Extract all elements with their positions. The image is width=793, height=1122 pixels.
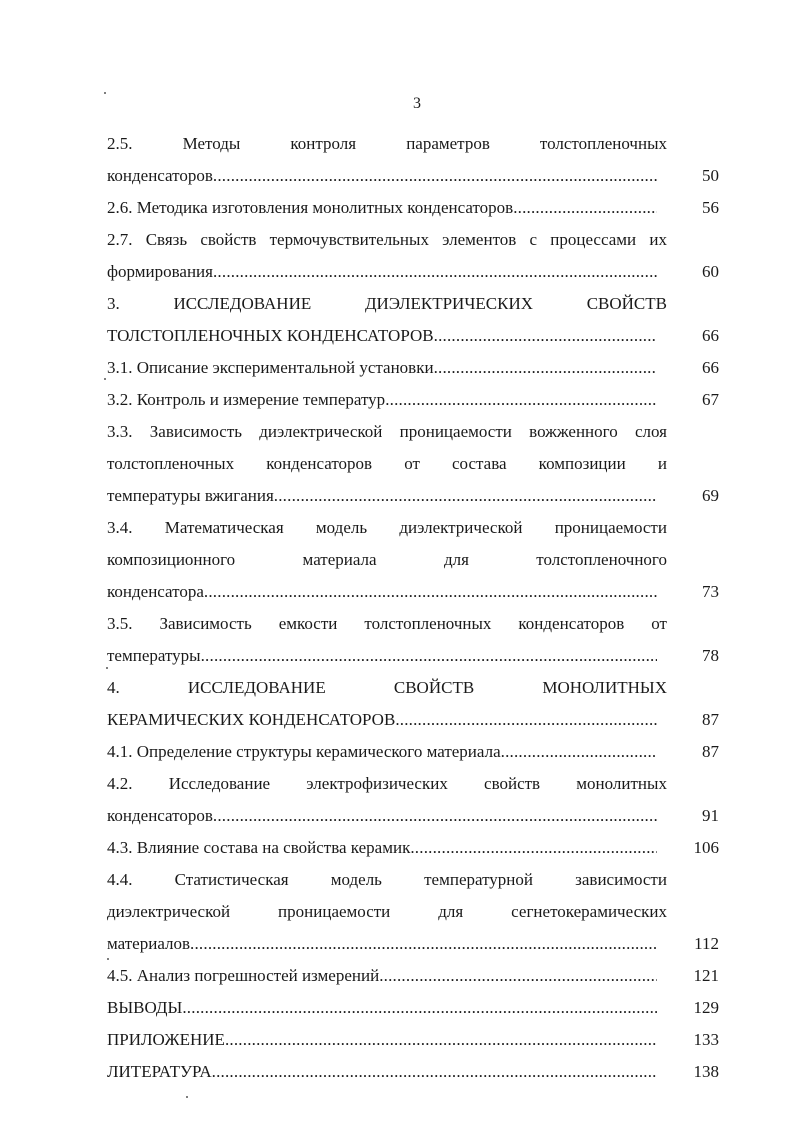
toc-entry-title xyxy=(107,160,657,192)
toc-word: термочувствительных xyxy=(269,230,429,249)
toc-word: 4. xyxy=(107,678,120,697)
toc-entry xyxy=(107,192,719,224)
toc-word: толстопленочных xyxy=(539,134,667,153)
toc-entry xyxy=(107,928,719,960)
toc-entry xyxy=(107,352,719,384)
toc-word: свойств xyxy=(484,774,541,793)
toc-word: с xyxy=(529,230,538,249)
toc-page-number: 91 xyxy=(702,806,719,825)
scan-speck xyxy=(106,667,108,669)
toc-word: 4.2. xyxy=(107,774,133,793)
toc-line-justified xyxy=(107,512,667,544)
toc-page-number: 66 xyxy=(702,358,719,377)
toc-page-number: 133 xyxy=(693,1030,719,1049)
toc-word: 3.4. xyxy=(107,518,133,537)
toc-word: СВОЙСТВ xyxy=(393,678,475,697)
toc-word: 3.5. xyxy=(107,614,133,633)
toc-page-number: 106 xyxy=(693,838,719,857)
toc-line-justified xyxy=(107,288,667,320)
toc-word: МОНОЛИТНЫХ xyxy=(542,678,667,697)
toc-entry-label: ПРИЛОЖЕНИЕ xyxy=(107,1030,225,1049)
toc-word: 4.4. xyxy=(107,870,133,889)
toc-word: 3. xyxy=(107,294,120,313)
toc-line-justified xyxy=(107,768,667,800)
toc-word: толстопленочных xyxy=(107,454,235,473)
toc-entry-label: температуры xyxy=(107,646,201,665)
toc-entry xyxy=(107,320,719,352)
toc-word: свойств xyxy=(200,230,257,249)
toc-word: контроля xyxy=(290,134,357,153)
toc-word: Исследование xyxy=(168,774,271,793)
toc-word: Методы xyxy=(182,134,241,153)
dot-leader xyxy=(190,934,657,953)
toc-word: 2.5. xyxy=(107,134,133,153)
toc-entry-title xyxy=(107,352,657,384)
toc-entry-label: 4.5. Анализ погрешностей измерений xyxy=(107,966,380,985)
toc-page-number: 138 xyxy=(693,1062,719,1081)
toc-page-number: 69 xyxy=(702,486,719,505)
dot-leader xyxy=(379,966,657,985)
toc-entry-label: ВЫВОДЫ xyxy=(107,998,183,1017)
toc-word: диэлектрической xyxy=(399,518,523,537)
toc-word: слоя xyxy=(634,422,667,441)
toc-line-justified xyxy=(107,864,667,896)
toc-entry-label: температуры вжигания xyxy=(107,486,274,505)
toc-word: вожженного xyxy=(529,422,618,441)
toc-word: их xyxy=(649,230,667,249)
toc-word: электрофизических xyxy=(306,774,448,793)
dot-leader xyxy=(501,742,657,761)
dot-leader xyxy=(434,358,657,377)
toc-word: СВОЙСТВ xyxy=(586,294,667,313)
toc-entry-title xyxy=(107,384,657,416)
toc-line-justified xyxy=(107,128,667,160)
toc-word: Статистическая xyxy=(174,870,289,889)
toc-word: композиционного xyxy=(107,550,236,569)
toc-word: зависимости xyxy=(575,870,667,889)
toc-entry xyxy=(107,736,719,768)
toc-word: 2.7. xyxy=(107,230,133,249)
toc-entry xyxy=(107,384,719,416)
toc-word: конденсаторов xyxy=(518,614,625,633)
toc-page-number: 56 xyxy=(702,198,719,217)
toc-word: монолитных xyxy=(576,774,667,793)
toc-entry-title xyxy=(107,1056,657,1088)
toc-page-number: 87 xyxy=(702,710,719,729)
dot-leader xyxy=(182,998,657,1017)
dot-leader xyxy=(434,326,657,345)
toc-word: Математическая xyxy=(164,518,284,537)
toc-entry-title xyxy=(107,736,657,768)
toc-entry xyxy=(107,992,719,1024)
toc-word: процессами xyxy=(550,230,637,249)
toc-word: ИССЛЕДОВАНИЕ xyxy=(173,294,312,313)
toc-word: 3.3. xyxy=(107,422,133,441)
page-number: 3 xyxy=(413,95,421,112)
toc-entry xyxy=(107,256,719,288)
dot-leader xyxy=(385,390,657,409)
toc-word: от xyxy=(404,454,420,473)
dot-leader xyxy=(213,806,657,825)
dot-leader xyxy=(395,710,657,729)
toc-entry-label: КЕРАМИЧЕСКИХ КОНДЕНСАТОРОВ xyxy=(107,710,396,729)
dot-leader xyxy=(410,838,657,857)
toc-page-number: 60 xyxy=(702,262,719,281)
toc-entry xyxy=(107,576,719,608)
toc-entry-title xyxy=(107,992,657,1024)
toc-word: диэлектрической xyxy=(107,902,231,921)
toc-entry-label: материалов xyxy=(107,934,191,953)
toc-word: проницаемости xyxy=(278,902,391,921)
toc-page-number: 121 xyxy=(693,966,719,985)
toc-line-justified xyxy=(107,416,667,448)
toc-entry-title xyxy=(107,640,657,672)
toc-entry xyxy=(107,960,719,992)
toc-entry xyxy=(107,800,719,832)
toc-entry-title xyxy=(107,960,657,992)
toc-word: температурной xyxy=(424,870,533,889)
scan-speck xyxy=(104,378,106,380)
toc-entry xyxy=(107,480,719,512)
toc-entry-label: конденсатора xyxy=(107,582,204,601)
dot-leader xyxy=(204,582,657,601)
toc-entry-label: конденсаторов xyxy=(107,806,213,825)
toc-word: Зависимость xyxy=(159,614,252,633)
toc-word: диэлектрической xyxy=(259,422,383,441)
toc-page-number: 129 xyxy=(693,998,719,1017)
table-of-contents xyxy=(107,128,719,1088)
scan-speck xyxy=(107,958,109,960)
toc-entry-label: ТОЛСТОПЛЕНОЧНЫХ КОНДЕНСАТОРОВ xyxy=(107,326,434,345)
dot-leader xyxy=(274,486,657,505)
toc-line-justified xyxy=(107,608,667,640)
toc-word: емкости xyxy=(278,614,338,633)
toc-entry-title xyxy=(107,800,657,832)
scan-speck xyxy=(186,1096,188,1098)
dot-leader xyxy=(201,646,657,665)
toc-entry-label: 2.6. Методика изготовления монолитных конденсаторов xyxy=(107,198,514,217)
toc-page-number: 87 xyxy=(702,742,719,761)
toc-entry-title xyxy=(107,256,657,288)
toc-entry-title xyxy=(107,832,657,864)
dot-leader xyxy=(513,198,657,217)
toc-entry-title xyxy=(107,320,657,352)
toc-entry xyxy=(107,1056,719,1088)
toc-word: сегнетокерамических xyxy=(511,902,667,921)
toc-line-justified xyxy=(107,224,667,256)
toc-word: состава xyxy=(452,454,507,473)
toc-word: композиции xyxy=(538,454,626,473)
dot-leader xyxy=(212,1062,657,1081)
toc-word: ИССЛЕДОВАНИЕ xyxy=(187,678,326,697)
toc-word: и xyxy=(657,454,667,473)
toc-word: материала xyxy=(302,550,377,569)
toc-word: для xyxy=(438,902,464,921)
toc-entry-title xyxy=(107,480,657,512)
toc-word: проницаемости xyxy=(554,518,667,537)
toc-line-justified xyxy=(107,672,667,704)
dot-leader xyxy=(213,262,657,281)
toc-page-number: 67 xyxy=(702,390,719,409)
toc-entry-title xyxy=(107,576,657,608)
toc-entry-label: 3.1. Описание экспериментальной установки xyxy=(107,358,434,377)
toc-word: толстопленочного xyxy=(536,550,667,569)
toc-line-justified xyxy=(107,544,667,576)
toc-word: для xyxy=(443,550,469,569)
toc-page-number: 50 xyxy=(702,166,719,185)
dot-leader xyxy=(225,1030,657,1049)
toc-word: ДИЭЛЕКТРИЧЕСКИХ xyxy=(364,294,533,313)
toc-entry-label: 4.1. Определение структуры керамического материала xyxy=(107,742,501,761)
toc-page-number: 66 xyxy=(702,326,719,345)
toc-entry xyxy=(107,832,719,864)
toc-line-justified xyxy=(107,448,667,480)
toc-entry-label: формирования xyxy=(107,262,213,281)
toc-word: модель xyxy=(315,518,368,537)
toc-word: проницаемости xyxy=(399,422,512,441)
toc-entry-label: конденсаторов xyxy=(107,166,213,185)
toc-entry xyxy=(107,640,719,672)
toc-entry xyxy=(107,160,719,192)
toc-page-number: 73 xyxy=(702,582,719,601)
toc-entry-title xyxy=(107,192,657,224)
toc-entry-label: 4.3. Влияние состава на свойства керамик xyxy=(107,838,411,857)
toc-page-number: 112 xyxy=(694,934,719,953)
toc-entry-title xyxy=(107,704,657,736)
toc-entry-label: 3.2. Контроль и измерение температур xyxy=(107,390,386,409)
dot-leader xyxy=(213,166,657,185)
toc-word: конденсаторов xyxy=(266,454,373,473)
toc-entry xyxy=(107,704,719,736)
scan-speck xyxy=(104,92,106,94)
toc-word: от xyxy=(651,614,667,633)
toc-word: модель xyxy=(330,870,382,889)
toc-page-number: 78 xyxy=(702,646,719,665)
toc-entry-title xyxy=(107,928,657,960)
toc-word: Зависимость xyxy=(149,422,243,441)
toc-word: толстопленочных xyxy=(364,614,492,633)
toc-word: параметров xyxy=(406,134,490,153)
toc-word: элементов xyxy=(442,230,517,249)
toc-entry-label: ЛИТЕРАТУРА xyxy=(107,1062,212,1081)
toc-entry xyxy=(107,1024,719,1056)
toc-entry-title xyxy=(107,1024,657,1056)
toc-word: Связь xyxy=(145,230,188,249)
toc-line-justified xyxy=(107,896,667,928)
